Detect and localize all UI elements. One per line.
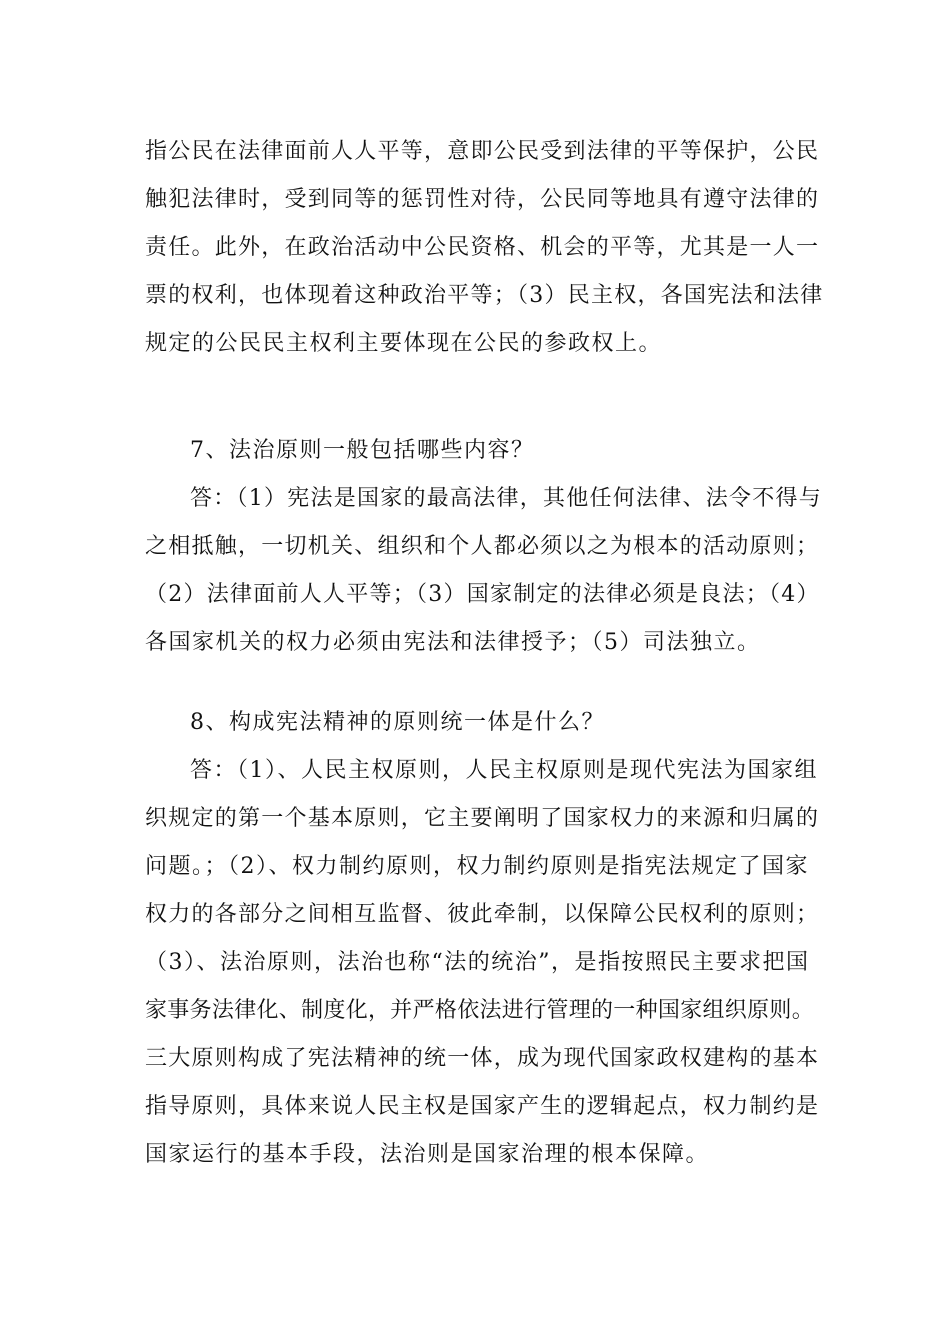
q8-answer-line-9: 国家运行的基本手段，法治则是国家治理的根本保障。 — [145, 1142, 710, 1167]
q8-answer-line-3: 问题。；（2）、权力制约原则，权力制约原则是指宪法规定了国家 — [145, 854, 809, 879]
q7-answer-line-1: 答：（1）宪法是国家的最高法律，其他任何法律、法令不得与 — [190, 486, 822, 511]
question-8: 8、构成宪法精神的原则统一体是什么？ — [190, 710, 605, 735]
q8-answer-line-4: 权力的各部分之间相互监督、彼此牵制，以保障公民权利的原则； — [145, 902, 820, 927]
question-7: 7、法治原则一般包括哪些内容？ — [190, 438, 535, 463]
intro-line-1: 指公民在法律面前人人平等，意即公民受到法律的平等保护，公民 — [145, 139, 820, 164]
q8-answer-line-6: 家事务法律化、制度化，并严格依法进行管理的一种国家组织原则。 — [145, 998, 815, 1023]
q7-answer-line-3: （2）法律面前人人平等；（3）国家制定的法律必须是良法；（4） — [145, 582, 820, 607]
intro-line-2: 触犯法律时，受到同等的惩罚性对待，公民同等地具有遵守法律的 — [145, 187, 820, 212]
intro-line-3: 责任。此外，在政治活动中公民资格、机会的平等，尤其是一人一 — [145, 235, 820, 260]
q8-answer-line-8: 指导原则，具体来说人民主权是国家产生的逻辑起点，权力制约是 — [145, 1094, 820, 1119]
q8-answer-line-2: 织规定的第一个基本原则，它主要阐明了国家权力的来源和归属的 — [145, 806, 820, 831]
intro-line-5: 规定的公民民主权利主要体现在公民的参政权上。 — [145, 331, 663, 356]
q7-answer-line-4: 各国家机关的权力必须由宪法和法律授予；（5）司法独立。 — [145, 630, 761, 655]
q8-answer-line-7: 三大原则构成了宪法精神的统一体，成为现代国家政权建构的基本 — [145, 1046, 820, 1071]
intro-line-4: 票的权利，也体现着这种政治平等；（3）民主权，各国宪法和法律 — [145, 283, 824, 308]
q8-answer-line-1: 答：（1）、人民主权原则，人民主权原则是现代宪法为国家组 — [190, 758, 818, 783]
q7-answer-line-2: 之相抵触，一切机关、组织和个人都必须以之为根本的活动原则； — [145, 534, 820, 559]
q8-answer-line-5: （3）、法治原则，法治也称“法的统治”，是指按照民主要求把国 — [145, 950, 810, 975]
